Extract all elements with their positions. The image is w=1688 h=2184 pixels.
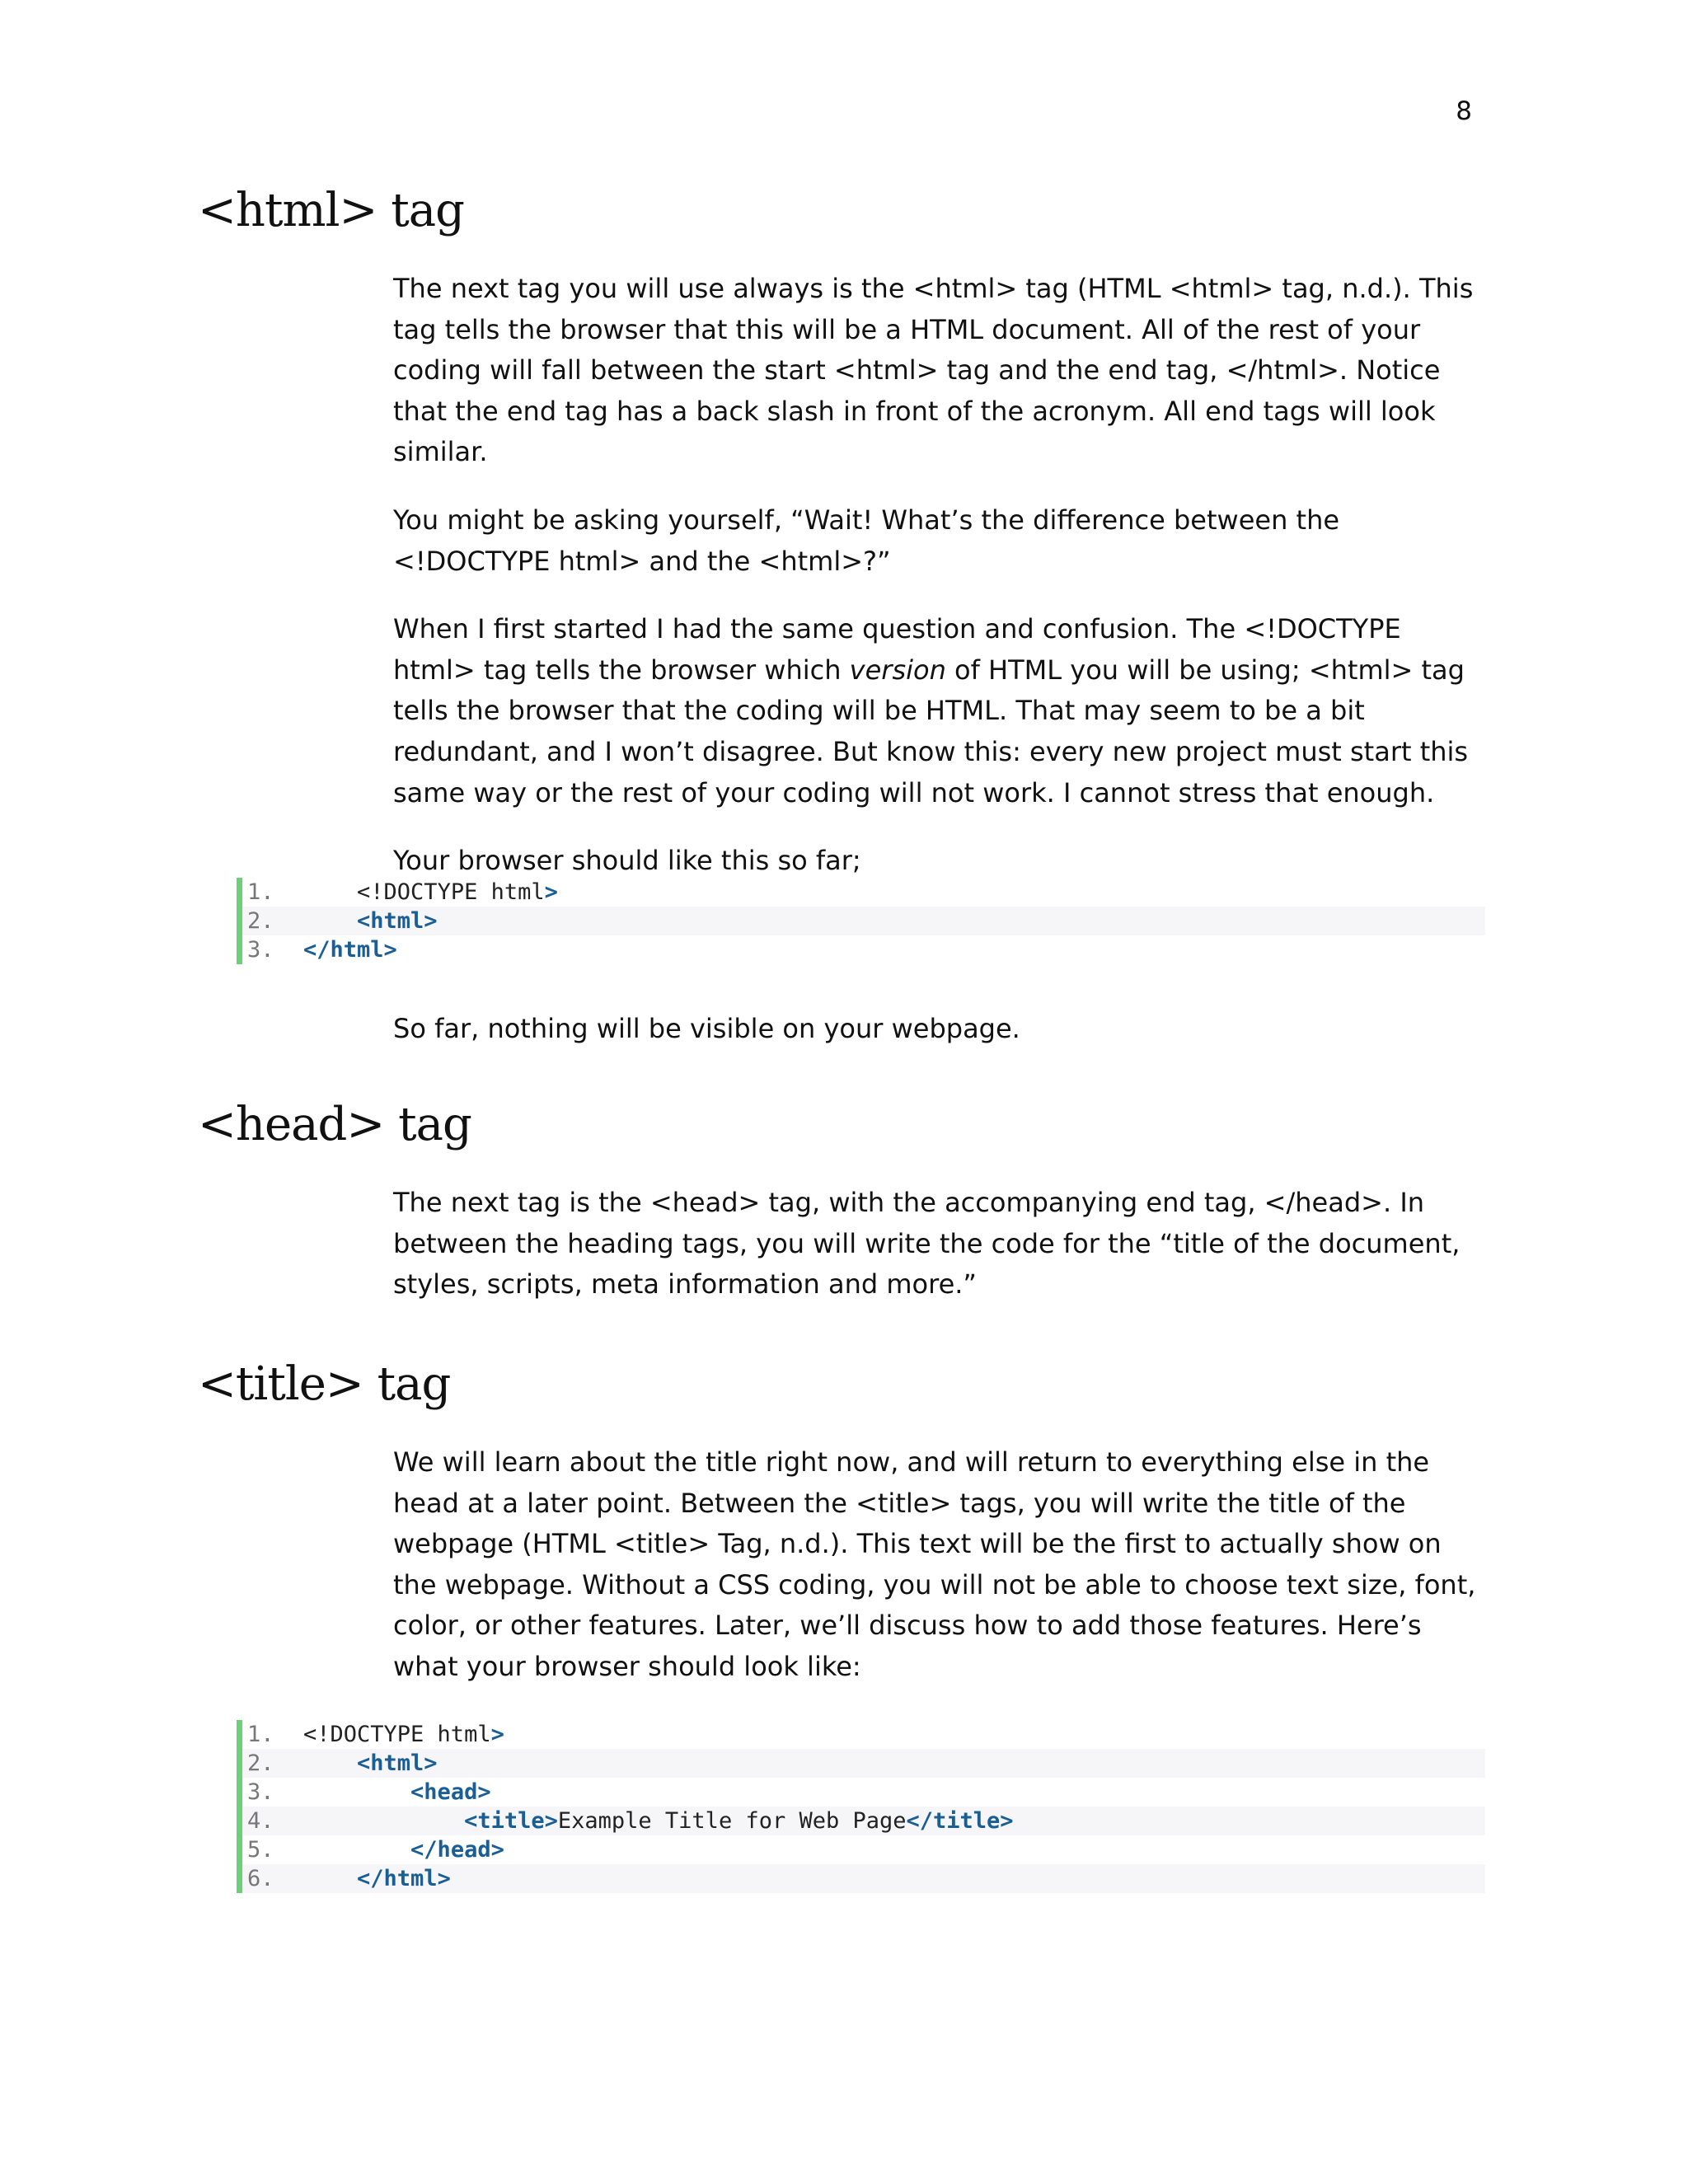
line-number: 1. (247, 1722, 274, 1747)
code-text-plain: Example Title for Web Page (557, 1808, 907, 1834)
code-indent (303, 908, 357, 934)
section-title-tag-body (393, 1442, 1481, 1715)
code-indent (303, 1808, 464, 1834)
code-line (242, 1749, 1485, 1778)
page-number: 8 (1456, 96, 1472, 126)
code-block-2 (237, 1720, 1485, 1893)
code-indent (303, 879, 357, 905)
code-keyword: </html> (357, 1866, 451, 1891)
line-number: 1. (247, 879, 274, 905)
paragraph: We will learn about the title right now, and will return to everything else in the head at a later point. Between the <title> tags, you will write the title of the webpage (HTML <title> Tag, n.d.). This text will be the first to actually show on the webpage. Without a CSS coding, you will not be able to choose text size, font, color, or other features. Later, we’ll discuss how to add those features. Here’s what your browser should look like: (393, 1446, 1476, 1682)
code-line (242, 1720, 1485, 1749)
section-html-tag-body (393, 269, 1481, 909)
code-keyword: <head> (410, 1779, 491, 1805)
code-indent (303, 1837, 410, 1863)
code-line (242, 1807, 1485, 1835)
code-indent (303, 1866, 357, 1891)
code-text-plain: <!DOCTYPE html (357, 879, 545, 905)
paragraph: The next tag you will use always is the <html> tag (HTML <html> tag, n.d.). This tag tells the browser that this will be a HTML document. All of the rest of your coding will fall between the start <html> tag and the end tag, </html>. Notice that the end tag has a back slash in front of the acronym. All end tags will look similar. (393, 273, 1474, 468)
code-text-plain: <!DOCTYPE html (303, 1722, 491, 1747)
code-keyword: </html> (303, 937, 397, 963)
code-content (303, 907, 438, 935)
code-keyword: > (544, 879, 558, 905)
code-indent (303, 1750, 357, 1776)
code-line (242, 1864, 1485, 1893)
code-keyword: <html> (357, 1750, 438, 1776)
code-content (303, 1778, 491, 1807)
code-keyword: > (490, 1722, 504, 1747)
emphasis-version: version (849, 654, 946, 686)
code-line (242, 1835, 1485, 1864)
code-keyword: </head> (410, 1837, 504, 1863)
line-number: 5. (247, 1837, 274, 1863)
line-number: 3. (247, 1779, 274, 1805)
paragraph: Your browser should like this so far; (393, 845, 861, 877)
paragraph-text: of HTML you will be using; <html> tag tells the browser that the coding will be HTML. That may seem to be a bit redundant, and I won’t disagree. But know this: every new project must start this same way or the rest of your coding will not work. I cannot stress that enough. (393, 654, 1469, 808)
code-line (242, 878, 1485, 907)
code-content (303, 1720, 504, 1749)
paragraph-text: When I first started I had the same question and confusion. The <!DOCTYPE html> tag tells the browser which (393, 613, 1401, 686)
heading-head-tag: <head> tag (198, 1098, 471, 1151)
paragraph: The next tag is the <head> tag, with the accompanying end tag, </head>. In between the heading tags, you will write the code for the “title of the document, styles, scripts, meta information and more.” (393, 1187, 1461, 1301)
code-line (242, 907, 1485, 935)
code-content (303, 1864, 451, 1893)
code-block-1 (237, 878, 1485, 964)
paragraph: You might be asking yourself, “Wait! What’s the difference between the <!DOCTYPE html> and the <html>?” (393, 504, 1340, 577)
heading-title-tag: <title> tag (198, 1357, 451, 1411)
paragraph: So far, nothing will be visible on your webpage. (393, 1013, 1020, 1044)
code-keyword: </title> (906, 1808, 1014, 1834)
code-content (303, 935, 397, 964)
code-content (303, 878, 558, 907)
code-content (303, 1835, 504, 1864)
line-number: 3. (247, 937, 274, 963)
section-html-tag-footer (393, 1009, 1481, 1077)
line-number: 4. (247, 1808, 274, 1834)
paragraph (393, 609, 1481, 813)
heading-html-tag: <html> tag (198, 184, 464, 237)
code-content (303, 1749, 438, 1778)
section-head-tag-body (393, 1183, 1481, 1333)
code-keyword: <html> (357, 908, 438, 934)
line-number: 2. (247, 1750, 274, 1776)
code-content (303, 1807, 1014, 1835)
code-line (242, 935, 1485, 964)
line-number: 6. (247, 1866, 274, 1891)
code-line (242, 1778, 1485, 1807)
code-keyword: <title> (464, 1808, 558, 1834)
code-indent (303, 1779, 410, 1805)
line-number: 2. (247, 908, 274, 934)
